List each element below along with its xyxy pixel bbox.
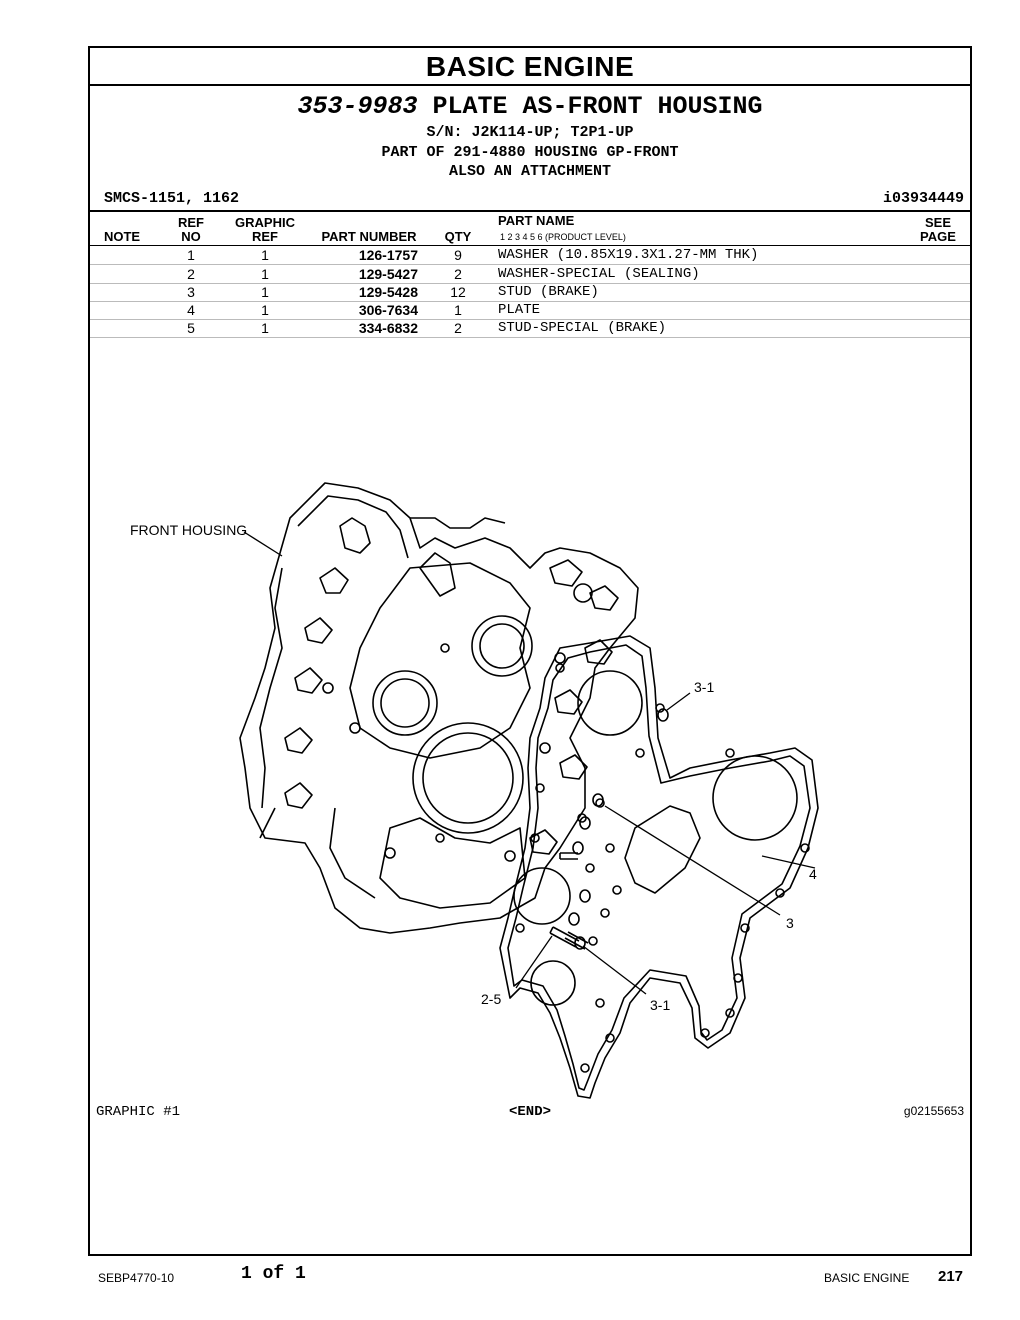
part-of-line: PART OF 291-4880 HOUSING GP-FRONT [381, 144, 679, 161]
col-ref-top: REF [178, 215, 204, 230]
callout-3-1-bottom: 3-1 [650, 997, 671, 1013]
callout-front-housing: FRONT HOUSING [130, 522, 248, 538]
col-see-bottom: PAGE [920, 229, 956, 244]
row-part-number: 129-5427 [358, 266, 418, 282]
footer-section: BASIC ENGINE [824, 1271, 910, 1285]
leader-lines [244, 532, 815, 994]
plate-drawing [500, 636, 818, 1098]
footer-page-of: 1 of 1 [241, 1264, 306, 1284]
row-ref: 2 [187, 266, 195, 282]
callout-2-5: 2-5 [481, 991, 502, 1007]
col-note: NOTE [103, 229, 141, 244]
col-graphic-bottom: REF [252, 229, 278, 244]
row-graphic-ref: 1 [261, 247, 269, 263]
row-part-name: WASHER (10.85X19.3X1.27-MM THK) [498, 247, 759, 263]
col-part-number: PART NUMBER [321, 229, 417, 244]
row-part-number: 334-6832 [358, 320, 418, 336]
graphic-label: GRAPHIC #1 [96, 1104, 181, 1120]
col-product-levels: 1 2 3 4 5 6 (PRODUCT LEVEL) [500, 232, 626, 242]
row-ref: 4 [187, 302, 195, 318]
row-qty: 2 [454, 320, 462, 336]
row-graphic-ref: 1 [261, 320, 269, 336]
section-title: BASIC ENGINE [425, 51, 635, 82]
row-graphic-ref: 1 [261, 284, 269, 300]
callout-4: 4 [809, 866, 817, 882]
graphic-id: g02155653 [903, 1104, 964, 1118]
row-part-number: 306-7634 [358, 302, 418, 318]
smcs-codes: SMCS-1151, 1162 [104, 190, 240, 207]
page-frame [88, 46, 972, 1256]
row-graphic-ref: 1 [261, 266, 269, 282]
row-part-name: PLATE [498, 302, 541, 318]
exploded-view-drawing [90, 48, 970, 1254]
callout-3-1-top: 3-1 [694, 679, 715, 695]
row-ref: 5 [187, 320, 195, 336]
row-part-name: WASHER-SPECIAL (SEALING) [498, 266, 700, 282]
col-graphic-top: GRAPHIC [235, 215, 295, 230]
row-part-number: 126-1757 [358, 247, 418, 263]
row-ref: 3 [187, 284, 195, 300]
row-qty: 12 [450, 284, 466, 300]
end-marker: <END> [508, 1104, 551, 1120]
row-ref: 1 [187, 247, 195, 263]
serial-range: S/N: J2K114-UP; T2P1-UP [426, 124, 634, 141]
attachment-line: ALSO AN ATTACHMENT [448, 163, 612, 180]
row-qty: 2 [454, 266, 462, 282]
row-part-name: STUD-SPECIAL (BRAKE) [498, 320, 667, 336]
row-graphic-ref: 1 [261, 302, 269, 318]
col-qty: QTY [444, 229, 472, 244]
col-see-top: SEE [924, 215, 951, 230]
row-qty: 1 [454, 302, 462, 318]
assembly-part-number: 353-9983 [297, 92, 418, 121]
footer-page-number: 217 [938, 1268, 964, 1285]
col-ref-bottom: NO [181, 229, 201, 244]
col-part-name: PART NAME [498, 213, 575, 228]
illustration-id: i03934449 [882, 190, 964, 207]
row-part-number: 129-5428 [358, 284, 418, 300]
assembly-name: PLATE AS-FRONT HOUSING [432, 92, 763, 121]
row-part-name: STUD (BRAKE) [498, 284, 599, 300]
row-qty: 9 [454, 247, 462, 263]
footer-document-number: SEBP4770-10 [98, 1271, 175, 1285]
callout-3: 3 [786, 915, 794, 931]
